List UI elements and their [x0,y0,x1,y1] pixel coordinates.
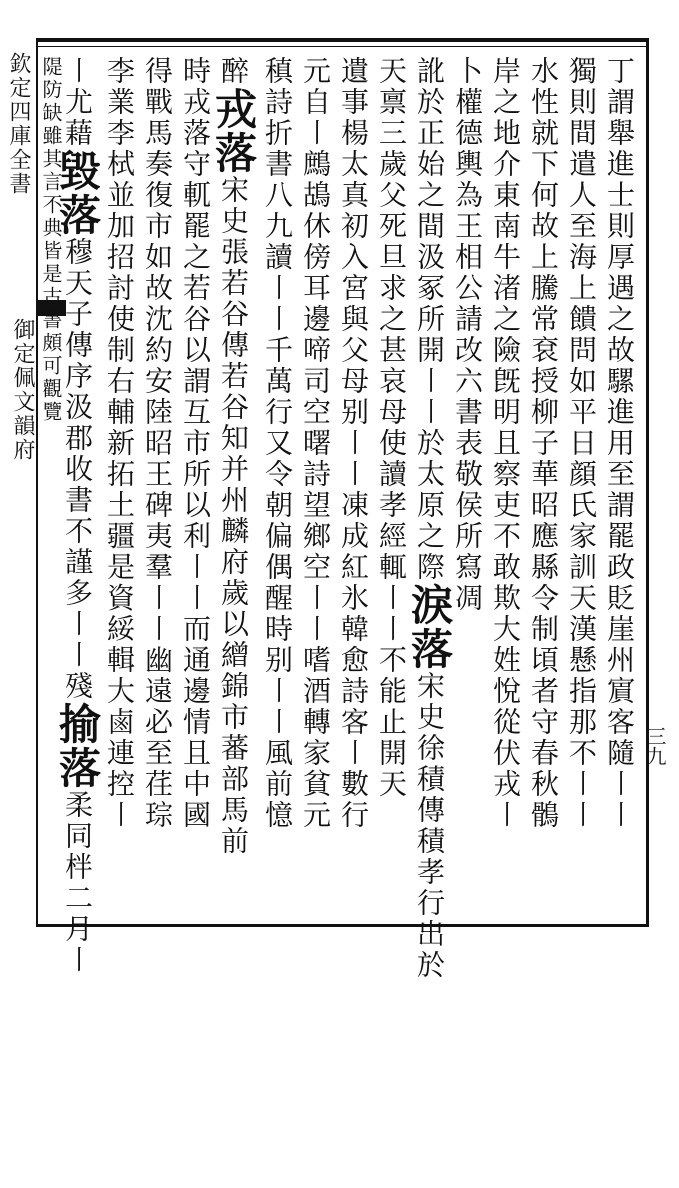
frame-border-top-inner [36,46,648,47]
text-column-11-post: 宋史張若谷傳若谷知并州麟府歲以繒錦市蕃部馬前 [217,175,250,857]
text-column-15-pre: 〡尤藉 [61,56,94,149]
text-column-15 [53,56,102,976]
text-column-8: 遺事楊太真初入宮與父母别〡〡凍成紅氷韓愈詩客〡數行 [337,56,370,831]
text-column-15-post2: 柔同柈二月〡 [61,790,94,976]
text-column-11 [209,56,258,918]
text-column-11-pre: 醉 [217,56,250,87]
headword-yu-luo: 揄落 [53,702,102,790]
text-column-10: 稹詩折書八九讀〡〡千萬行又令朝偏偶醒時别〡〡風前憶 [261,56,294,831]
text-column-5-pre: 卜權德輿為王相公請改六書表敬侯所寫凋 [451,56,484,614]
text-column-13: 得戰馬奏復市如故沈約安陸昭王碑夷羣〡〡幽遠必至荏琮 [141,56,174,831]
page-number: 三九 [643,726,667,766]
text-column-2: 獨則間遣人至海上饋問如平日顔氏家訓天漢懸指那不〡〡 [565,56,598,831]
text-column-15-post: 穆天子傳序汲郡收書不謹多〡〡殘 [61,237,94,702]
text-column-16: 隄防缺雖其言不典皆是古書頗可觀覽 [39,56,63,424]
headword-lei-luo: 淚落 [405,583,454,671]
frame-border-bottom [36,924,648,927]
text-column-4: 岸之地介東南牛渚之險旣明且察吏不敢欺大姓悅從伏戎〡 [489,56,522,831]
frame-border-top [36,38,648,42]
headword-rong-luo: 戎落 [209,87,258,175]
series-title: 欽定四庫全書 [6,52,31,196]
text-column-12: 時戎落守軏罷之若谷以謂互市所以利〡〡而通邊情且中國 [179,56,212,831]
text-column-9: 元自〡鷓鴣休傍耳邊啼司空曙詩望鄉空〡〡嗜酒轉家貧元 [299,56,332,831]
text-column-6-pre: 訛於正始之間汲冢所開〡〡於太原之際 [413,56,446,583]
text-column-7: 天禀三歲父死旦求之甚哀母使讀孝經輒〡〡不能止開天 [375,56,408,800]
text-column-6 [405,56,454,981]
text-column-3: 水性就下何故上騰常袞授柳子華昭應縣令制頃者守春秋鶻 [527,56,560,831]
headword-hui-luo: 毀落 [53,149,102,237]
frame-border-right [646,38,649,927]
text-column-6-post: 宋史徐積傳積孝行出於 [413,671,446,981]
text-column-14: 李業李栻並加招討使制右輔新拓土疆是資綏輯大鹵連控〡 [103,56,136,831]
book-title: 御定佩文韻府 [10,318,35,462]
text-column-5 [446,56,488,918]
frame-border-left [36,38,38,927]
text-column-1: 丁謂舉進士則厚遇之故騾進用至謂罷政貶崖州賔客隨〡〡 [603,56,636,831]
